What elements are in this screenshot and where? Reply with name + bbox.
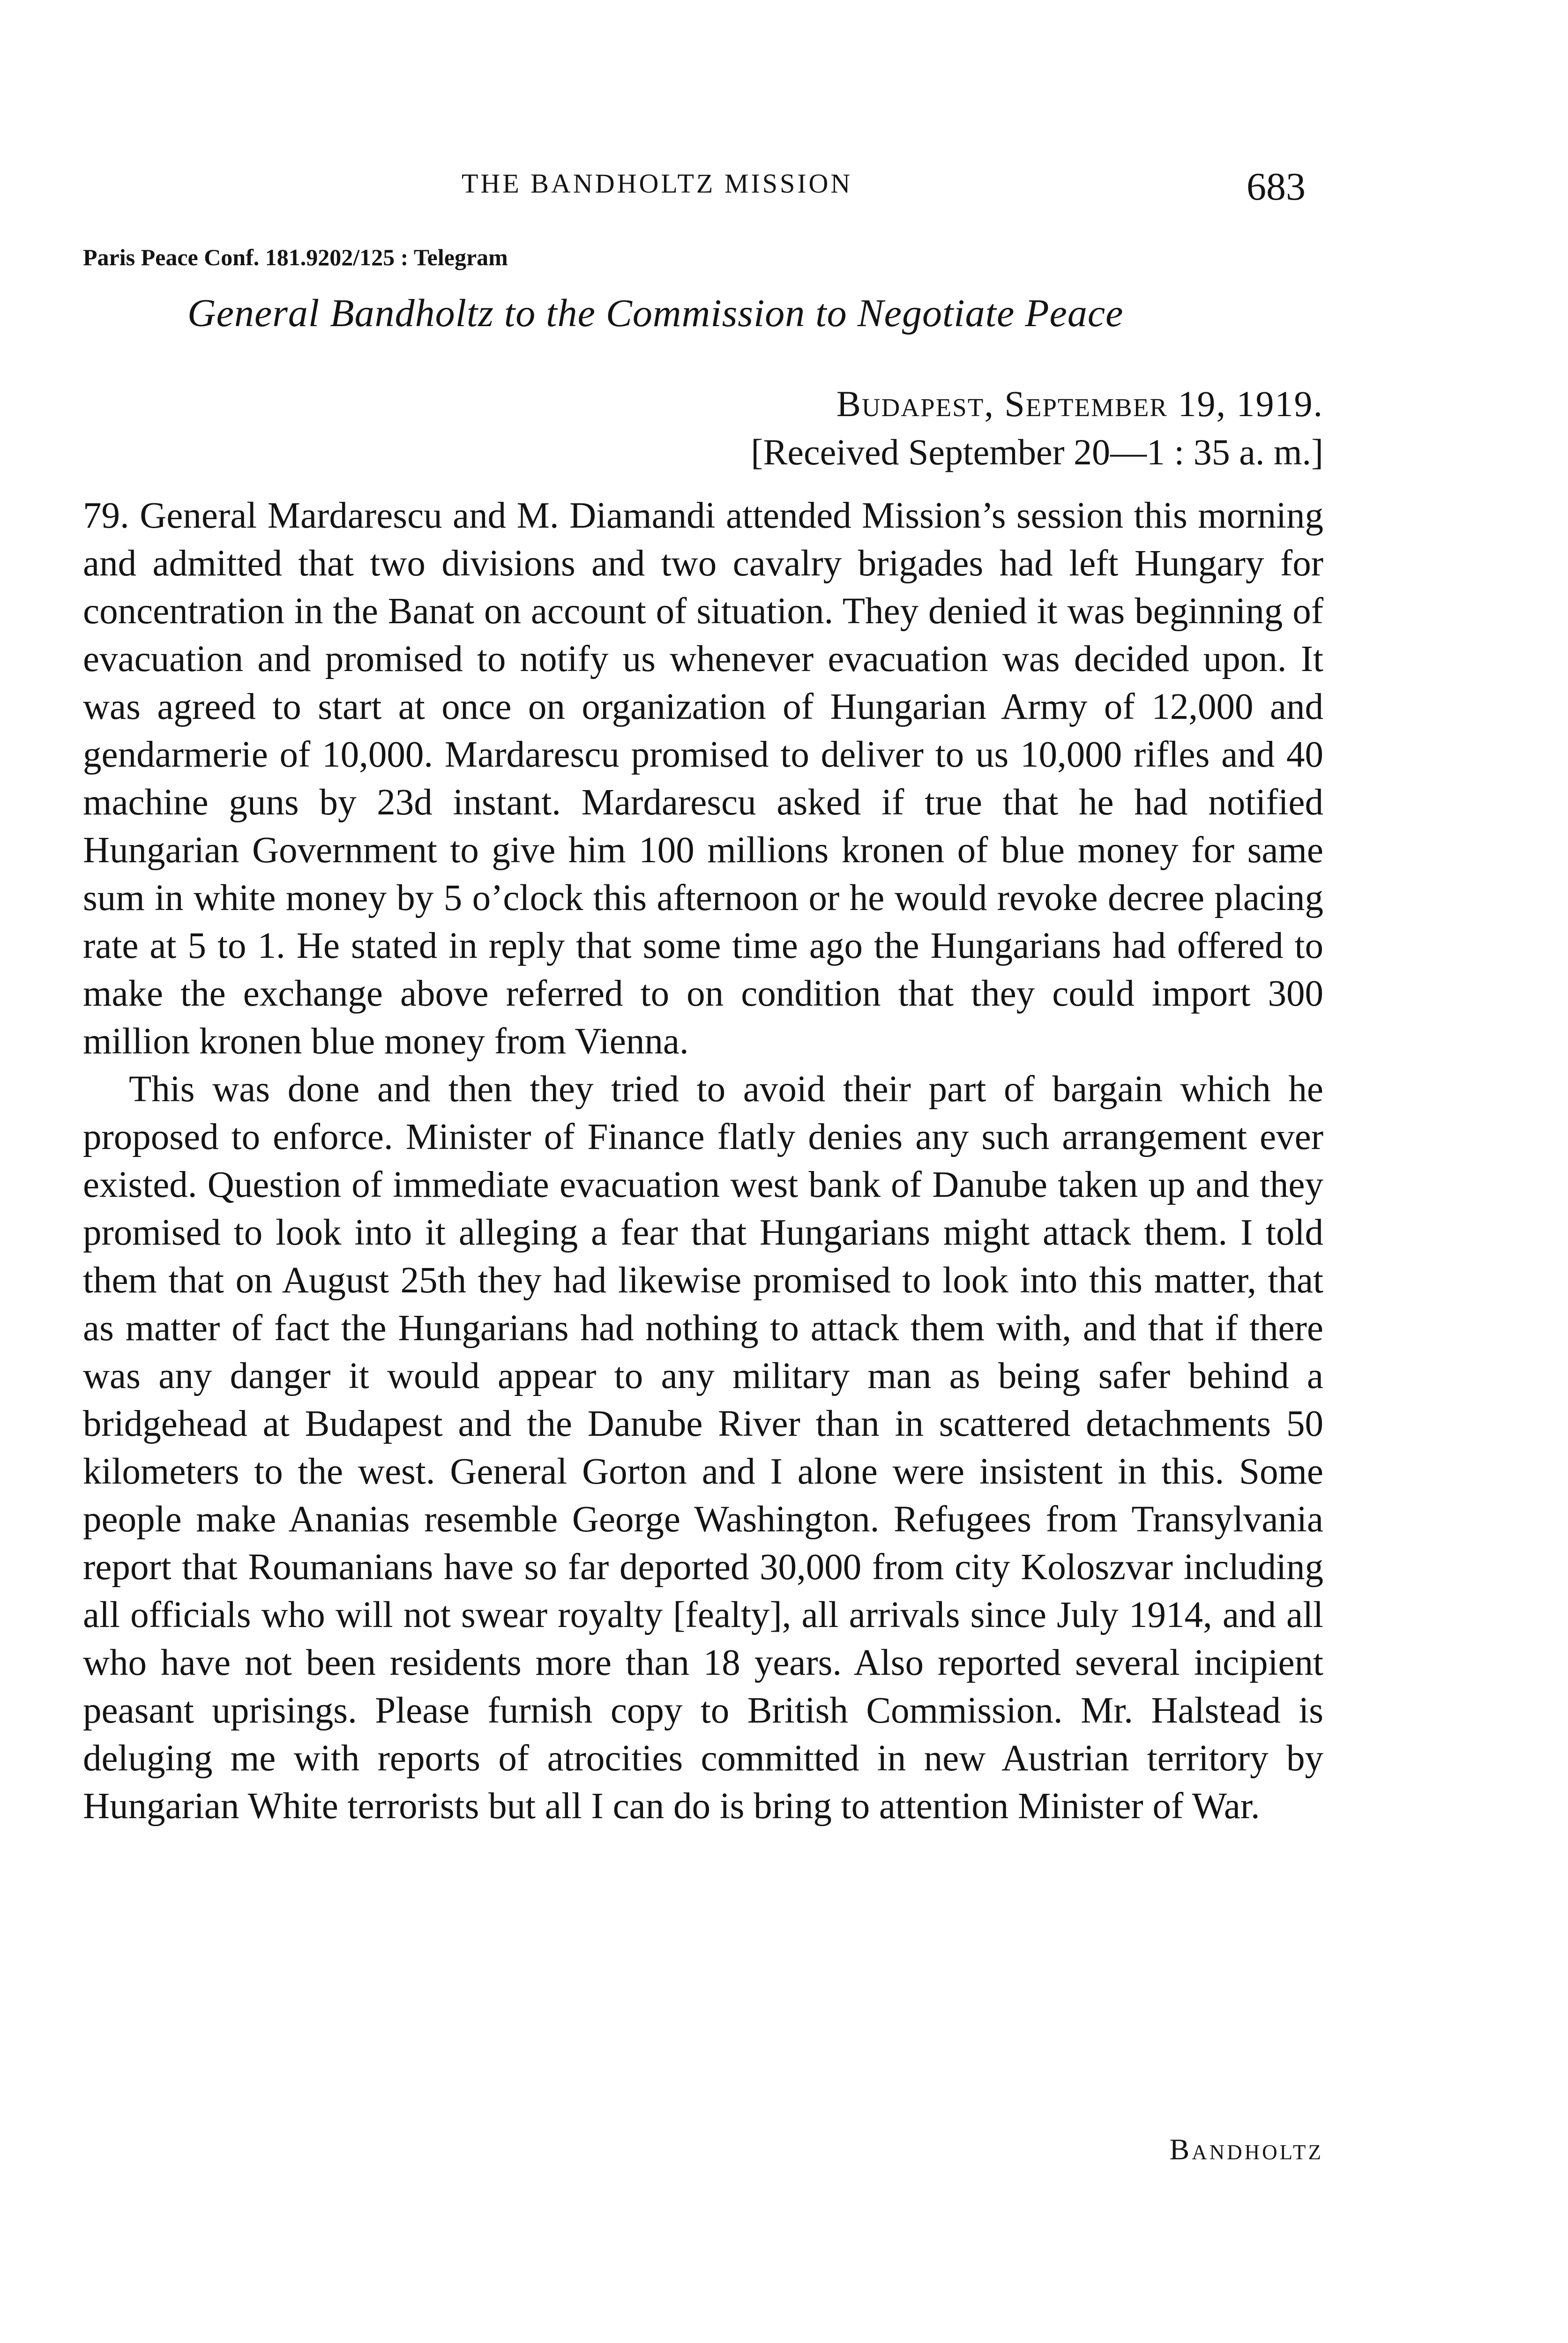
page-number: 683: [1247, 165, 1306, 209]
running-title: THE BANDHOLTZ MISSION: [462, 168, 853, 199]
body-paragraph-1: 79. General Mardarescu and M. Diamandi attended Mission’s session this morning and admitted that two divisions and two cavalry brigades had left Hungary for concentration in the Banat on account of situation. They denied it was beginning of evacuation and promised to notify us whenever evacuation was decided upon. It was agreed to start at once on organization of Hungarian Army of 12,000 and gendarmerie of 10,000. Mardarescu promised to deliver to us 10,000 rifles and 40 machine guns by 23d instant. Mardarescu asked if true that he had notified Hungarian Government to give him 100 millions kronen of blue money for same sum in white money by 5 o’clock this afternoon or he would revoke decree placing rate at 5 to 1. He stated in reply that some time ago the Hungarians had offered to make the exchange above referred to on condition that they could import 300 million kronen blue money from Vienna.: [83, 495, 1323, 1062]
dateline: [751, 380, 1323, 476]
file-reference: Paris Peace Conf. 181.9202/125 : Telegram: [83, 244, 508, 270]
dateline-received: [Received September 20—1 : 35 a. m.]: [751, 432, 1323, 472]
document-title: General Bandholtz to the Commission to Negotiate Peace: [187, 291, 1124, 335]
signature: Bandholtz: [1169, 2133, 1323, 2166]
body-paragraph-2: This was done and then they tried to avoid their part of bargain which he proposed to enforce. Minister of Finance flatly denies any such arrangement ever existed. Question of immediate evacuation west bank of Danube taken up and they promised to look into it alleging a fear that Hungarians might attack them. I told them that on August 25th they had likewise promised to look into this matter, that as matter of fact the Hungarians had nothing to attack them with, and that if there was any danger it would appear to any military man as being safer behind a bridgehead at Budapest and the Danube River than in scattered detachments 50 kilometers to the west. General Gorton and I alone were insistent in this. Some people make Ananias resemble George Washington. Refugees from Transylvania report that Roumanians have so far deported 30,000 from city Koloszvar including all officials who will not swear royalty [fealty], all arrivals since July 1914, and all who have not been residents more than 18 years. Also reported several incipient peasant uprisings. Please furnish copy to British Commission. Mr. Halstead is deluging me with reports of atrocities committed in new Austrian territory by Hungarian White terrorists but all I can do is bring to attention Minister of War.: [83, 1069, 1323, 1827]
dateline-place-date: Budapest, September 19, 1919.: [836, 383, 1323, 424]
running-head: [0, 164, 1568, 209]
body-text: [83, 492, 1323, 1830]
